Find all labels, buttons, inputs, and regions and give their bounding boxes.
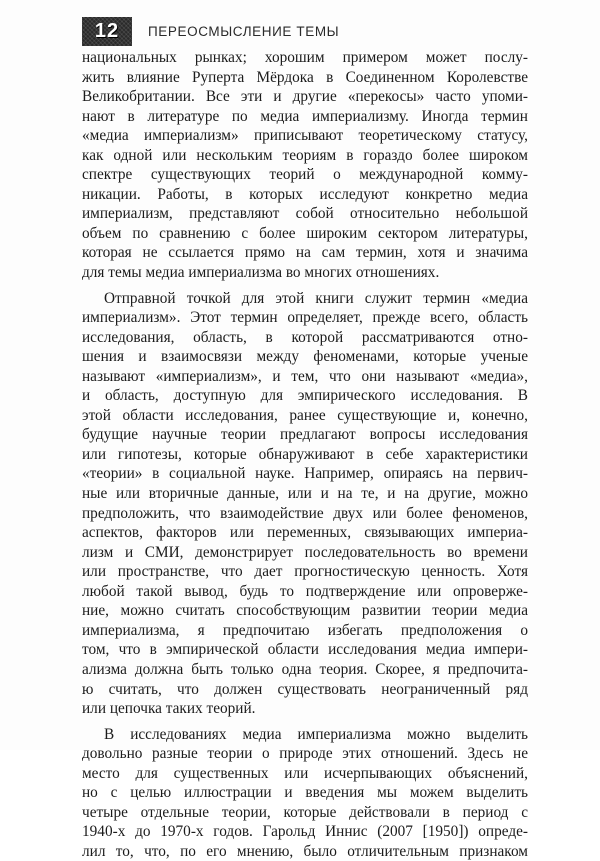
text-line: национальных рынках; хорошим примером может послу- [82,49,528,66]
text-line: «медиа империализм» приписывают теоретическому статусу, [82,127,528,145]
text-line: предположить, что взаимодействие двух или более феноменов, [82,504,528,522]
text-line: империализма, я предпочитаю избегать предположения о [82,621,528,639]
page-number: 12 [94,19,120,42]
text-line: любой такой вывод, будь то подтверждение или опроверже- [82,582,528,600]
text-line: жить влияние Руперта Мёрдока в Соединенном Королевстве [82,68,528,86]
text-line: шения и взаимосвязи между феноменами, которые ученые [82,348,528,366]
text-line: или пространстве, что дает прогностическую ценность. Хотя [82,563,528,581]
text-line: том, что в эмпирической области исследования медиа импери- [82,641,528,659]
text-line: нают в литературе по медиа империализму. Иногда термин [82,107,528,125]
text-line: Великобритании. Все эти и другие «перекосы» часто упоми- [82,88,528,106]
page-number-box [82,17,132,46]
text-line: империализм, представляют собой относительно небольшой [82,205,528,223]
text-line: аспектов, факторов или переменных, связывающих империа- [82,524,528,542]
text-line: называют «империализм», и тем, что они называют «медиа», [82,367,528,385]
text-line: ные или вторичные данные, или и на те, и на другие, можно [82,485,528,503]
text-line: но с целью иллюстрации и введения мы можем выделить [82,784,528,802]
text-line: лил то, что, по его мнению, было отличительным признаком [82,842,528,860]
text-line: империализм». Этот термин определяет, прежде всего, область [82,309,528,327]
text-line: ю считать, что должен существовать неограниченный ряд [82,680,528,698]
text-line: ализма должна быть только одна теория. Скорее, я предпочита- [82,660,528,678]
text-line: ние, можно считать способствующим развитии теории медиа [82,602,528,620]
text-line: для темы медиа империализма во многих отношениях. [82,264,440,282]
text-line: или цепочка таких теорий. [82,700,256,718]
text-line: или гипотезы, которые обнаруживают в себе характеристики [82,445,528,463]
text-line: Отправной точкой для этой книги служит термин «медиа [104,289,528,307]
text-line: довольно разные теории о природе этих отношений. Здесь не [82,745,528,763]
text-line: «теории» в социальной науке. Например, опираясь на первич- [82,465,528,483]
paragraph [82,289,528,719]
text-line: которая не ссылается прямо на сам термин, хотя и значима [82,244,528,262]
text-line: объем по сравнению с более широким сектором литературы, [82,224,528,242]
paragraph [82,725,528,861]
running-head [82,16,339,46]
text-line: как одной или нескольким теориям в гораздо более широком [82,146,528,164]
text-line: исследования, область, в которой рассматриваются отно- [82,328,528,346]
text-line: четыре отдельные теории, которые действовали в период с [82,803,528,821]
text-line: место для существенных или исчерпывающих объяснений, [82,764,528,782]
text-line: никации. Работы, в которых исследуют конкретно медиа [82,185,528,203]
text-line: будущие научные теории предлагают вопросы исследования [82,426,528,444]
text-line: спектре существующих теорий о международной комму- [82,166,528,184]
paragraph [82,48,528,283]
section-title: ПЕРЕОСМЫСЛЕНИЕ ТЕМЫ [148,23,340,39]
text-line: этой области исследования, ранее существующие и, конечно, [82,406,528,424]
text-line: и область, доступную для эмпирического исследования. В [82,387,528,405]
text-line: 1940-х до 1970-х годов. Гарольд Иннис (2007 [1950]) опреде- [82,823,528,841]
text-line: В исследованиях медиа империализма можно выделить [104,725,528,743]
text-line: лизм и СМИ, демонстрирует последовательность во времени [82,543,528,561]
body-text [82,48,528,861]
